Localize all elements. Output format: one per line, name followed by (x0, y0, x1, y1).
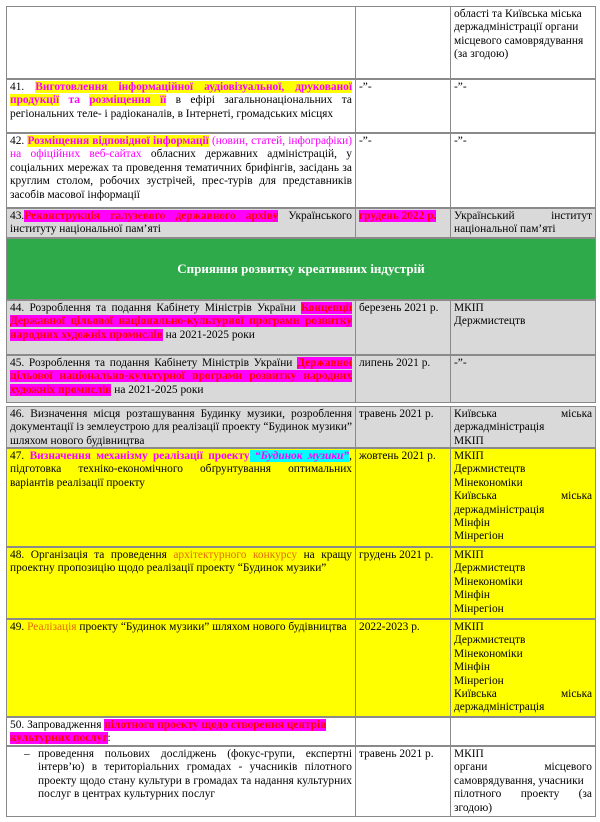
cell-measure: 49. Реалізація проекту “Будинок музики” шляхом нового будівництва (7, 620, 356, 716)
cell-measure: 47. Визначення механізму реалізації проекту “Будинок музики”, підготовка техніко-економічного обґрунтування оптимальних варіантів реалізації проекту (7, 449, 356, 546)
cell-executor: області та Київська міська держадміністрації органи місцевого самоврядування (за згодою) (454, 8, 584, 61)
table-row (6, 133, 596, 208)
cell-measure: 42. Розміщення відповідної інформації (новин, статей, інфографіки) на офіційних веб-сайтах обласних державних адміністрацій, у соціальних мережах та проведення тематичних брифінгів, засідань за круглим столом, робочих зустрічей, прес-турів для представників засобів масової інформації (7, 134, 356, 207)
cell-executor: МКІП Держмистецтв Мінекономіки Мінфін Мінрегіон Київська міська держадміністрація (454, 621, 592, 714)
cell-measure (7, 747, 356, 816)
table-row (6, 79, 596, 133)
cell-measure (7, 7, 356, 78)
cell-deadline: -”- (356, 80, 451, 132)
cell-executor: -”- (454, 81, 467, 93)
cell-executor (451, 718, 595, 745)
cell-deadline: -”- (356, 134, 451, 207)
table-row (6, 6, 596, 79)
table-row (6, 448, 596, 547)
cell-executor: МКІП органи місцевого самоврядування, учасники пілотного проекту (за згодою) (454, 748, 592, 814)
cell-deadline: травень 2021 р. (356, 407, 451, 447)
cell-measure: 50. Запровадження пілотного проекту щодо створення центрів культурних послуг: (7, 718, 356, 745)
cell-measure: 44. Розроблення та подання Кабінету Міністрів України Концепції Державної цільової національно-культурної програми розвитку народних художніх промислів на 2021-2025 роки (7, 301, 356, 354)
cell-executor: -”- (454, 357, 467, 369)
table-row (6, 355, 596, 403)
cell-deadline: липень 2021 р. (356, 356, 451, 402)
cell-executor: Київська міська держадміністрація МКІП (454, 408, 592, 447)
cell-deadline: 2022-2023 р. (356, 620, 451, 716)
cell-deadline: травень 2021 р. (356, 747, 451, 816)
table-row (6, 746, 596, 817)
list-item: – проведення польових досліджень (фокус-групи, експертні інтерв’ю) в територіальних громадах - учасників пілотного проекту щодо стану культури в громадах та надання культурних послуг в центрах культурних послуг (24, 748, 352, 801)
dash-bullet: – (24, 748, 30, 760)
cell-measure: 43.Реконструкція галузевого державного архіву Українського інституту національної пам’яті (7, 209, 356, 237)
section-title: Сприяння розвитку креативних індустрій (177, 261, 425, 277)
cell-deadline: жовтень 2021 р. (356, 449, 451, 546)
cell-deadline: грудень 2022 р. (356, 209, 451, 237)
table-row (6, 406, 596, 448)
table-row (6, 547, 596, 619)
table-row (6, 208, 596, 238)
cell-executor: -”- (454, 135, 467, 147)
cell-executor: МКІП Держмистецтв Мінекономіки Мінфін Мінрегіон (454, 549, 526, 615)
cell-deadline (356, 7, 451, 78)
cell-deadline: березень 2021 р. (356, 301, 451, 354)
cell-deadline (356, 718, 451, 745)
table-row (6, 717, 596, 746)
cell-measure: 41. Виготовлення інформаційної аудіовізуальної, друкованої продукції та розміщення її в ефірі загальнонаціональних та регіональних теле- і радіоканалів, в Інтернеті, громадських місцях (7, 80, 356, 132)
section-banner (6, 238, 596, 300)
cell-executor: МКІП Держмистецтв Мінекономіки Київська міська держадміністрація Мінфін Мінрегіон (454, 450, 592, 543)
cell-deadline: грудень 2021 р. (356, 548, 451, 618)
cell-executor: МКІП Держмистецтв (454, 302, 526, 328)
cell-measure: 46. Визначення місця розташування Будинку музики, розроблення документації із землеустрою для реалізації проекту “Будинок музики” шляхом нового будівництва (7, 407, 356, 447)
cell-measure: 48. Організація та проведення архітектурного конкурсу на кращу проектну пропозицію щодо реалізації проекту “Будинок музики” (7, 548, 356, 618)
table-row (6, 300, 596, 355)
cell-measure: 45. Розроблення та подання Кабінету Міністрів України Державної цільової національно-культурної програми розвитку народних художніх промислів на 2021-2025 роки (7, 356, 356, 402)
cell-executor: Український інститут національної пам’яті (454, 210, 592, 236)
table-row (6, 619, 596, 717)
